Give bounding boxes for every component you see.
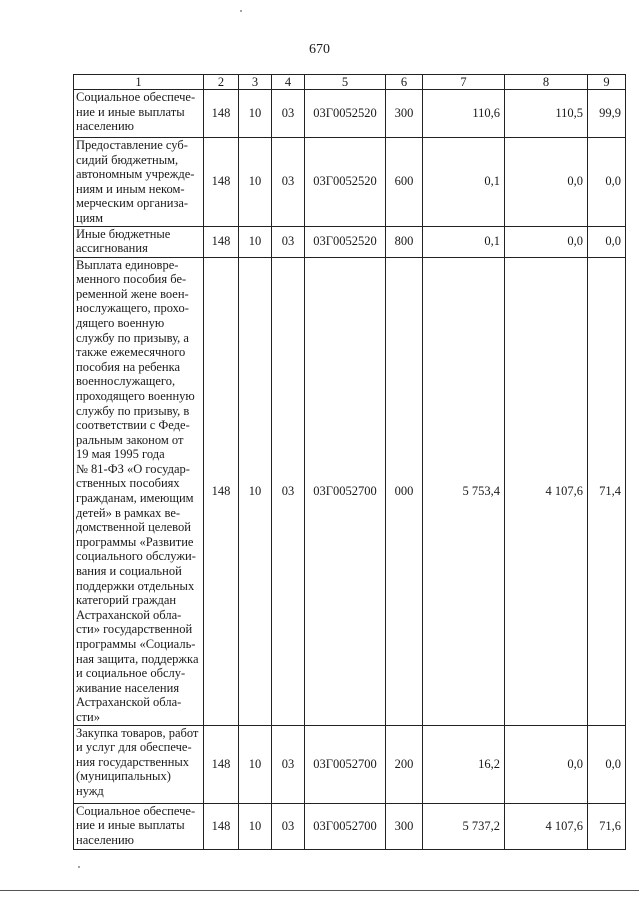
cell-section: 10	[239, 138, 272, 227]
cell-subsection: 03	[272, 803, 305, 849]
cell-expense-type: 300	[386, 90, 423, 138]
cell-target-article: 03Г0052520	[305, 226, 386, 257]
cell-subsection: 03	[272, 725, 305, 803]
row-name: Предоставление суб- сидий бюджетным, автономным учрежде- ниям и иным неком- мерческим организа- циям	[74, 138, 204, 227]
cell-planned: 0,1	[423, 138, 505, 227]
table-header-row	[74, 75, 626, 90]
cell-executed: 0,0	[505, 725, 588, 803]
cell-section: 10	[239, 226, 272, 257]
cell-percent: 99,9	[588, 90, 626, 138]
cell-section: 10	[239, 257, 272, 725]
cell-expense-type: 800	[386, 226, 423, 257]
cell-planned: 16,2	[423, 725, 505, 803]
column-header: 9	[588, 75, 626, 90]
cell-expense-type: 600	[386, 138, 423, 227]
cell-executed: 0,0	[505, 226, 588, 257]
table-row	[74, 138, 626, 227]
cell-section: 10	[239, 803, 272, 849]
cell-admin-code: 148	[204, 90, 239, 138]
table-row	[74, 803, 626, 849]
cell-target-article: 03Г0052520	[305, 90, 386, 138]
cell-admin-code: 148	[204, 725, 239, 803]
cell-planned: 110,6	[423, 90, 505, 138]
cell-target-article: 03Г0052520	[305, 138, 386, 227]
cell-subsection: 03	[272, 90, 305, 138]
cell-subsection: 03	[272, 138, 305, 227]
column-header: 3	[239, 75, 272, 90]
column-header: 5	[305, 75, 386, 90]
column-header: 4	[272, 75, 305, 90]
cell-percent: 0,0	[588, 226, 626, 257]
table-row	[74, 226, 626, 257]
column-header: 6	[386, 75, 423, 90]
cell-expense-type: 200	[386, 725, 423, 803]
page-number: 670	[309, 42, 330, 57]
cell-admin-code: 148	[204, 803, 239, 849]
cell-executed: 4 107,6	[505, 257, 588, 725]
cell-subsection: 03	[272, 226, 305, 257]
cell-executed: 4 107,6	[505, 803, 588, 849]
row-name: Социальное обеспече- ние и иные выплаты населению	[74, 90, 204, 138]
table-row	[74, 90, 626, 138]
column-header: 2	[204, 75, 239, 90]
column-header: 8	[505, 75, 588, 90]
row-name: Закупка товаров, работ и услуг для обеспече- ния государственных (муниципальных) нужд	[74, 725, 204, 803]
cell-expense-type: 300	[386, 803, 423, 849]
cell-target-article: 03Г0052700	[305, 725, 386, 803]
cell-expense-type: 000	[386, 257, 423, 725]
cell-percent: 0,0	[588, 725, 626, 803]
row-name: Социальное обеспече- ние и иные выплаты населению	[74, 803, 204, 849]
cell-target-article: 03Г0052700	[305, 803, 386, 849]
cell-executed: 0,0	[505, 138, 588, 227]
cell-executed: 110,5	[505, 90, 588, 138]
column-header: 7	[423, 75, 505, 90]
cell-planned: 5 753,4	[423, 257, 505, 725]
row-name: Иные бюджетные ассигнования	[74, 226, 204, 257]
cell-planned: 5 737,2	[423, 803, 505, 849]
cell-section: 10	[239, 90, 272, 138]
cell-percent: 71,4	[588, 257, 626, 725]
scan-speck	[240, 10, 242, 12]
cell-percent: 0,0	[588, 138, 626, 227]
cell-admin-code: 148	[204, 138, 239, 227]
cell-admin-code: 148	[204, 257, 239, 725]
budget-table	[73, 74, 626, 850]
table-row	[74, 725, 626, 803]
cell-target-article: 03Г0052700	[305, 257, 386, 725]
cell-planned: 0,1	[423, 226, 505, 257]
cell-admin-code: 148	[204, 226, 239, 257]
cell-subsection: 03	[272, 257, 305, 725]
cell-section: 10	[239, 725, 272, 803]
scan-bottom-edge	[0, 890, 639, 891]
cell-percent: 71,6	[588, 803, 626, 849]
row-name: Выплата единовре- менного пособия бе- ременной жене воен- нослужащего, прохо- дящего военную службу по призыву, а также ежемесячного пособия на ребенка военнослужащего, проходящего военную службу по призыву, в соответствии с Феде- ральным законом от 19 мая 1995 года № 81-ФЗ «О государ- ственных пособиях гражданам, имеющим детей» в рамках ве- домственной целевой программы «Развитие социального обслужи- вания и социальной поддержки отдельных категорий граждан Астраханской обла- сти» государственной программы «Социаль- ная защита, поддержка и социальное обслу- живание населения Астраханской обла- сти»	[74, 257, 204, 725]
scan-speck	[78, 866, 80, 868]
table-row	[74, 257, 626, 725]
column-header: 1	[74, 75, 204, 90]
